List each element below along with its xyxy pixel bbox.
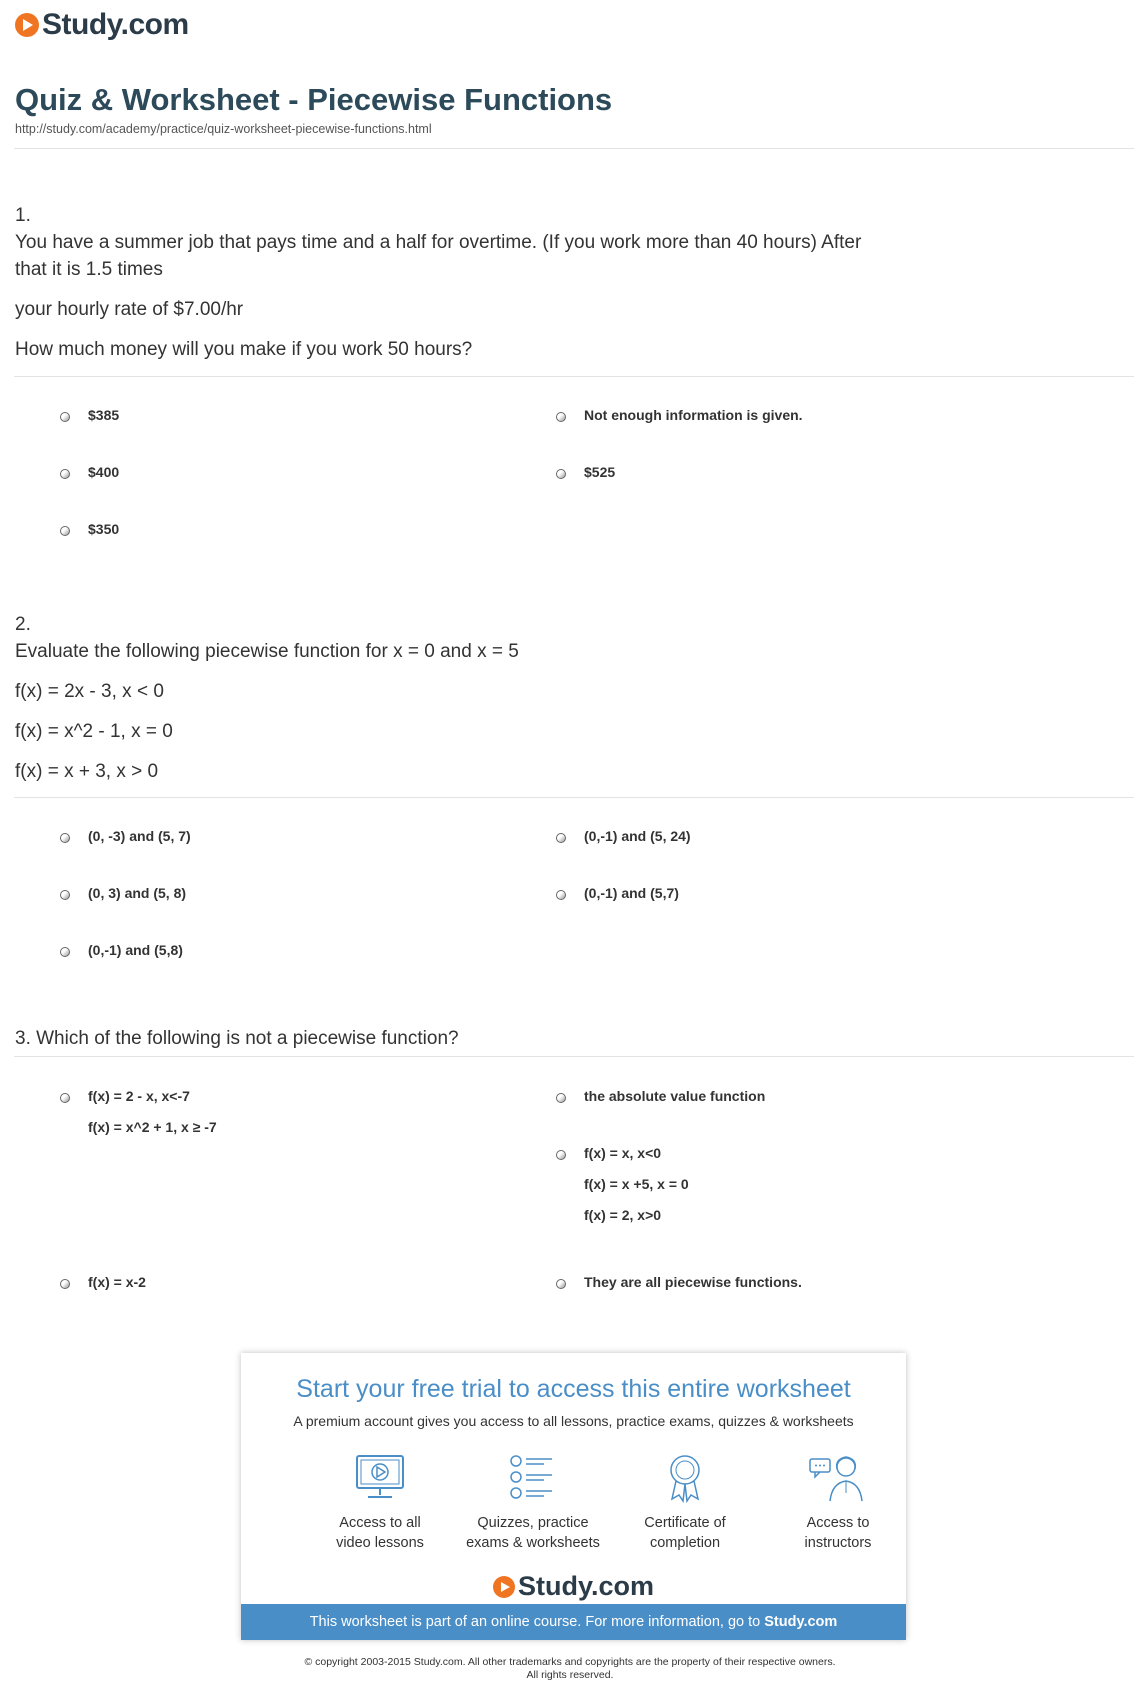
feature-caption: Quizzes, practice exams & worksheets (466, 1515, 600, 1551)
feature-caption: Access to instructors (804, 1515, 872, 1551)
radio-button[interactable] (556, 469, 566, 479)
question-2 (15, 611, 519, 798)
question-3 (15, 1025, 459, 1065)
feature-caption: Access to all video lessons (336, 1515, 424, 1551)
feature-video-lessons (305, 1453, 455, 1553)
answer-option[interactable]: f(x) = 2 - x, x<-7 f(x) = x^2 + 1, x ≥ -7 (60, 1090, 217, 1143)
question-text: your hourly rate of $7.00/hr (15, 299, 244, 320)
question-text: f(x) = x + 3, x > 0 (15, 761, 159, 782)
radio-button[interactable] (556, 1093, 566, 1103)
answer-option[interactable]: (0,-1) and (5,8) (60, 944, 183, 966)
play-logo-icon (493, 1576, 515, 1598)
answer-option[interactable]: (0,-1) and (5,7) (556, 887, 679, 909)
radio-button[interactable] (556, 412, 566, 422)
radio-button[interactable] (556, 890, 566, 900)
feature-quizzes (458, 1453, 608, 1553)
divider (14, 1056, 1134, 1057)
question-number: 1. (15, 205, 31, 226)
feature-certificate (610, 1453, 760, 1553)
brand-wordmark: Study.com (42, 8, 189, 41)
radio-button[interactable] (60, 833, 70, 843)
question-text: Evaluate the following piecewise function for x = 0 and x = 5 (15, 641, 519, 662)
free-trial-promo[interactable] (241, 1353, 906, 1640)
radio-button[interactable] (60, 469, 70, 479)
promo-footer-bar: This worksheet is part of an online course. For more information, go to Study.com (241, 1604, 906, 1640)
radio-button[interactable] (60, 412, 70, 422)
answer-option[interactable]: f(x) = x, x<0 f(x) = x +5, x = 0 f(x) = 2, x>0 (556, 1147, 689, 1231)
question-number: 2. (15, 614, 31, 635)
question-text: You have a summer job that pays time and a half for overtime. (If you work more than 40 hours) After that it is 1.5 times (15, 232, 862, 280)
radio-button[interactable] (60, 526, 70, 536)
answer-option[interactable]: (0, 3) and (5, 8) (60, 887, 186, 909)
feature-caption: Certificate of completion (644, 1515, 726, 1551)
copyright: © copyright 2003-2015 Study.com. All other trademarks and copyrights are the property of their respective owners. All rights reserved. (304, 1656, 836, 1681)
play-logo-icon (15, 13, 39, 37)
answer-option[interactable]: $385 (60, 409, 119, 431)
divider (14, 148, 1134, 149)
instructor-icon (808, 1453, 868, 1503)
answer-option[interactable]: $350 (60, 523, 119, 545)
answer-option[interactable]: $400 (60, 466, 119, 488)
promo-subheading: A premium account gives you access to all lessons, practice exams, quizzes & worksheets (293, 1413, 854, 1429)
question-text: f(x) = 2x - 3, x < 0 (15, 681, 164, 702)
radio-button[interactable] (60, 1093, 70, 1103)
feature-instructors (763, 1453, 913, 1553)
page-title: Quiz & Worksheet - Piecewise Functions (15, 82, 613, 117)
question-1 (15, 202, 965, 376)
radio-button[interactable] (556, 1279, 566, 1289)
answer-option[interactable]: f(x) = x-2 (60, 1276, 146, 1298)
study-logo[interactable] (15, 8, 189, 42)
answer-option[interactable]: $525 (556, 466, 615, 488)
video-lesson-icon (353, 1453, 407, 1503)
page-url[interactable]: http://study.com/academy/practice/quiz-worksheet-piecewise-functions.html (15, 122, 432, 136)
radio-button[interactable] (60, 1279, 70, 1289)
answer-option[interactable]: They are all piecewise functions. (556, 1276, 802, 1298)
question-text: f(x) = x^2 - 1, x = 0 (15, 721, 173, 742)
promo-study-logo[interactable]: Study.com (241, 1571, 906, 1602)
radio-button[interactable] (60, 947, 70, 957)
radio-button[interactable] (556, 1150, 566, 1160)
certificate-icon (658, 1453, 712, 1503)
divider (14, 376, 1134, 377)
answer-option[interactable]: (0, -3) and (5, 7) (60, 830, 191, 852)
study-link[interactable]: Study.com (764, 1614, 838, 1630)
question-text: 3. Which of the following is not a piecewise function? (15, 1028, 459, 1049)
promo-heading[interactable]: Start your free trial to access this entire worksheet (296, 1375, 851, 1403)
question-text: How much money will you make if you work 50 hours? (15, 339, 473, 360)
divider (14, 797, 1134, 798)
answer-option[interactable]: Not enough information is given. (556, 409, 803, 431)
quiz-list-icon (506, 1453, 560, 1503)
radio-button[interactable] (60, 890, 70, 900)
answer-option[interactable]: (0,-1) and (5, 24) (556, 830, 691, 852)
radio-button[interactable] (556, 833, 566, 843)
answer-option[interactable]: the absolute value function (556, 1090, 765, 1112)
